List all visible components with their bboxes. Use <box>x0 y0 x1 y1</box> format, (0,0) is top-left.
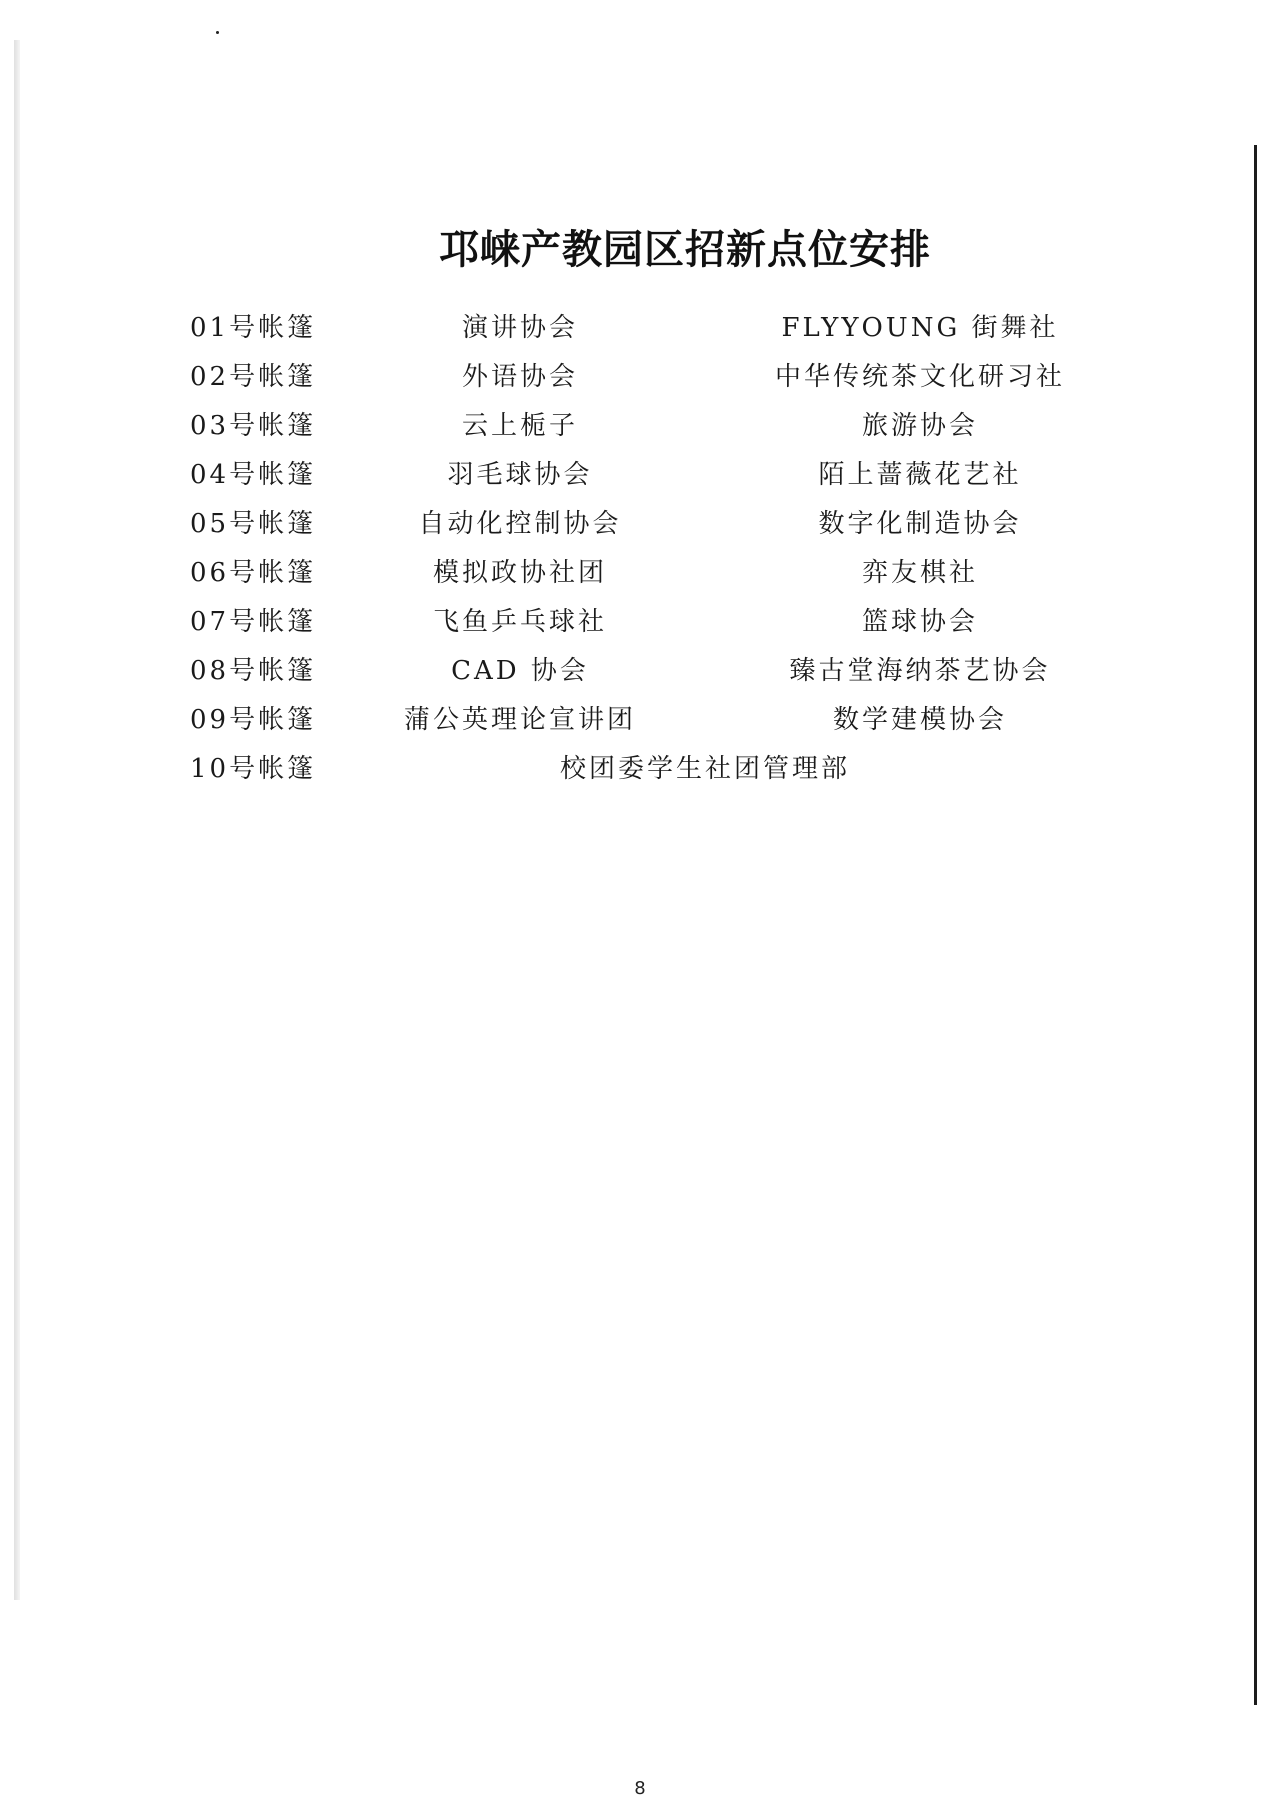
tent-label: 05号帐篷 <box>190 509 317 539</box>
club-name-right: 中华传统茶文化研习社 <box>774 362 1066 392</box>
tent-label: 02号帐篷 <box>190 362 317 392</box>
club-name-right: 数字化制造协会 <box>818 509 1022 539</box>
club-name-left: 羽毛球协会 <box>447 460 593 490</box>
tent-label: 06号帐篷 <box>190 558 317 588</box>
club-name-left: 自动化控制协会 <box>418 509 622 539</box>
club-name-left: 云上栀子 <box>461 411 579 441</box>
scan-dot <box>216 31 219 34</box>
page-number: 8 <box>634 1778 646 1799</box>
page-title-text: 邛崃产教园区招新点位安排 <box>439 227 931 273</box>
tent-row <box>0 307 1280 356</box>
tent-assignment-list <box>0 307 1280 797</box>
tent-label: 01号帐篷 <box>190 313 317 343</box>
tent-row <box>0 748 1280 797</box>
club-name-combined: 校团委学生社团管理部 <box>559 754 851 784</box>
club-name-left: 外语协会 <box>461 362 579 392</box>
club-name-right: 弈友棋社 <box>861 558 979 588</box>
club-name-left: 模拟政协社团 <box>432 558 608 588</box>
tent-row <box>0 699 1280 748</box>
club-name-right: 数学建模协会 <box>832 705 1008 735</box>
tent-label: 08号帐篷 <box>190 656 317 686</box>
tent-label: 09号帐篷 <box>190 705 317 735</box>
tent-label: 04号帐篷 <box>190 460 317 490</box>
club-name-right: 臻古堂海纳茶艺协会 <box>789 656 1051 686</box>
club-name-right: 篮球协会 <box>861 607 979 637</box>
club-name-left: CAD 协会 <box>451 656 589 686</box>
tent-label: 03号帐篷 <box>190 411 317 441</box>
tent-label: 10号帐篷 <box>190 754 317 784</box>
club-name-right: 陌上蔷薇花艺社 <box>818 460 1022 490</box>
club-name-left: 演讲协会 <box>461 313 579 343</box>
tent-row <box>0 405 1280 454</box>
club-name-left: 飞鱼乒乓球社 <box>432 607 608 637</box>
tent-row <box>0 552 1280 601</box>
tent-row <box>0 503 1280 552</box>
club-name-left: 蒲公英理论宣讲团 <box>403 705 637 735</box>
tent-row <box>0 454 1280 503</box>
tent-row <box>0 601 1280 650</box>
tent-row <box>0 356 1280 405</box>
tent-label: 07号帐篷 <box>190 607 317 637</box>
club-name-right: FLYYOUNG 街舞社 <box>781 313 1059 343</box>
page-title <box>0 218 1280 275</box>
club-name-right: 旅游协会 <box>861 411 979 441</box>
tent-row <box>0 650 1280 699</box>
